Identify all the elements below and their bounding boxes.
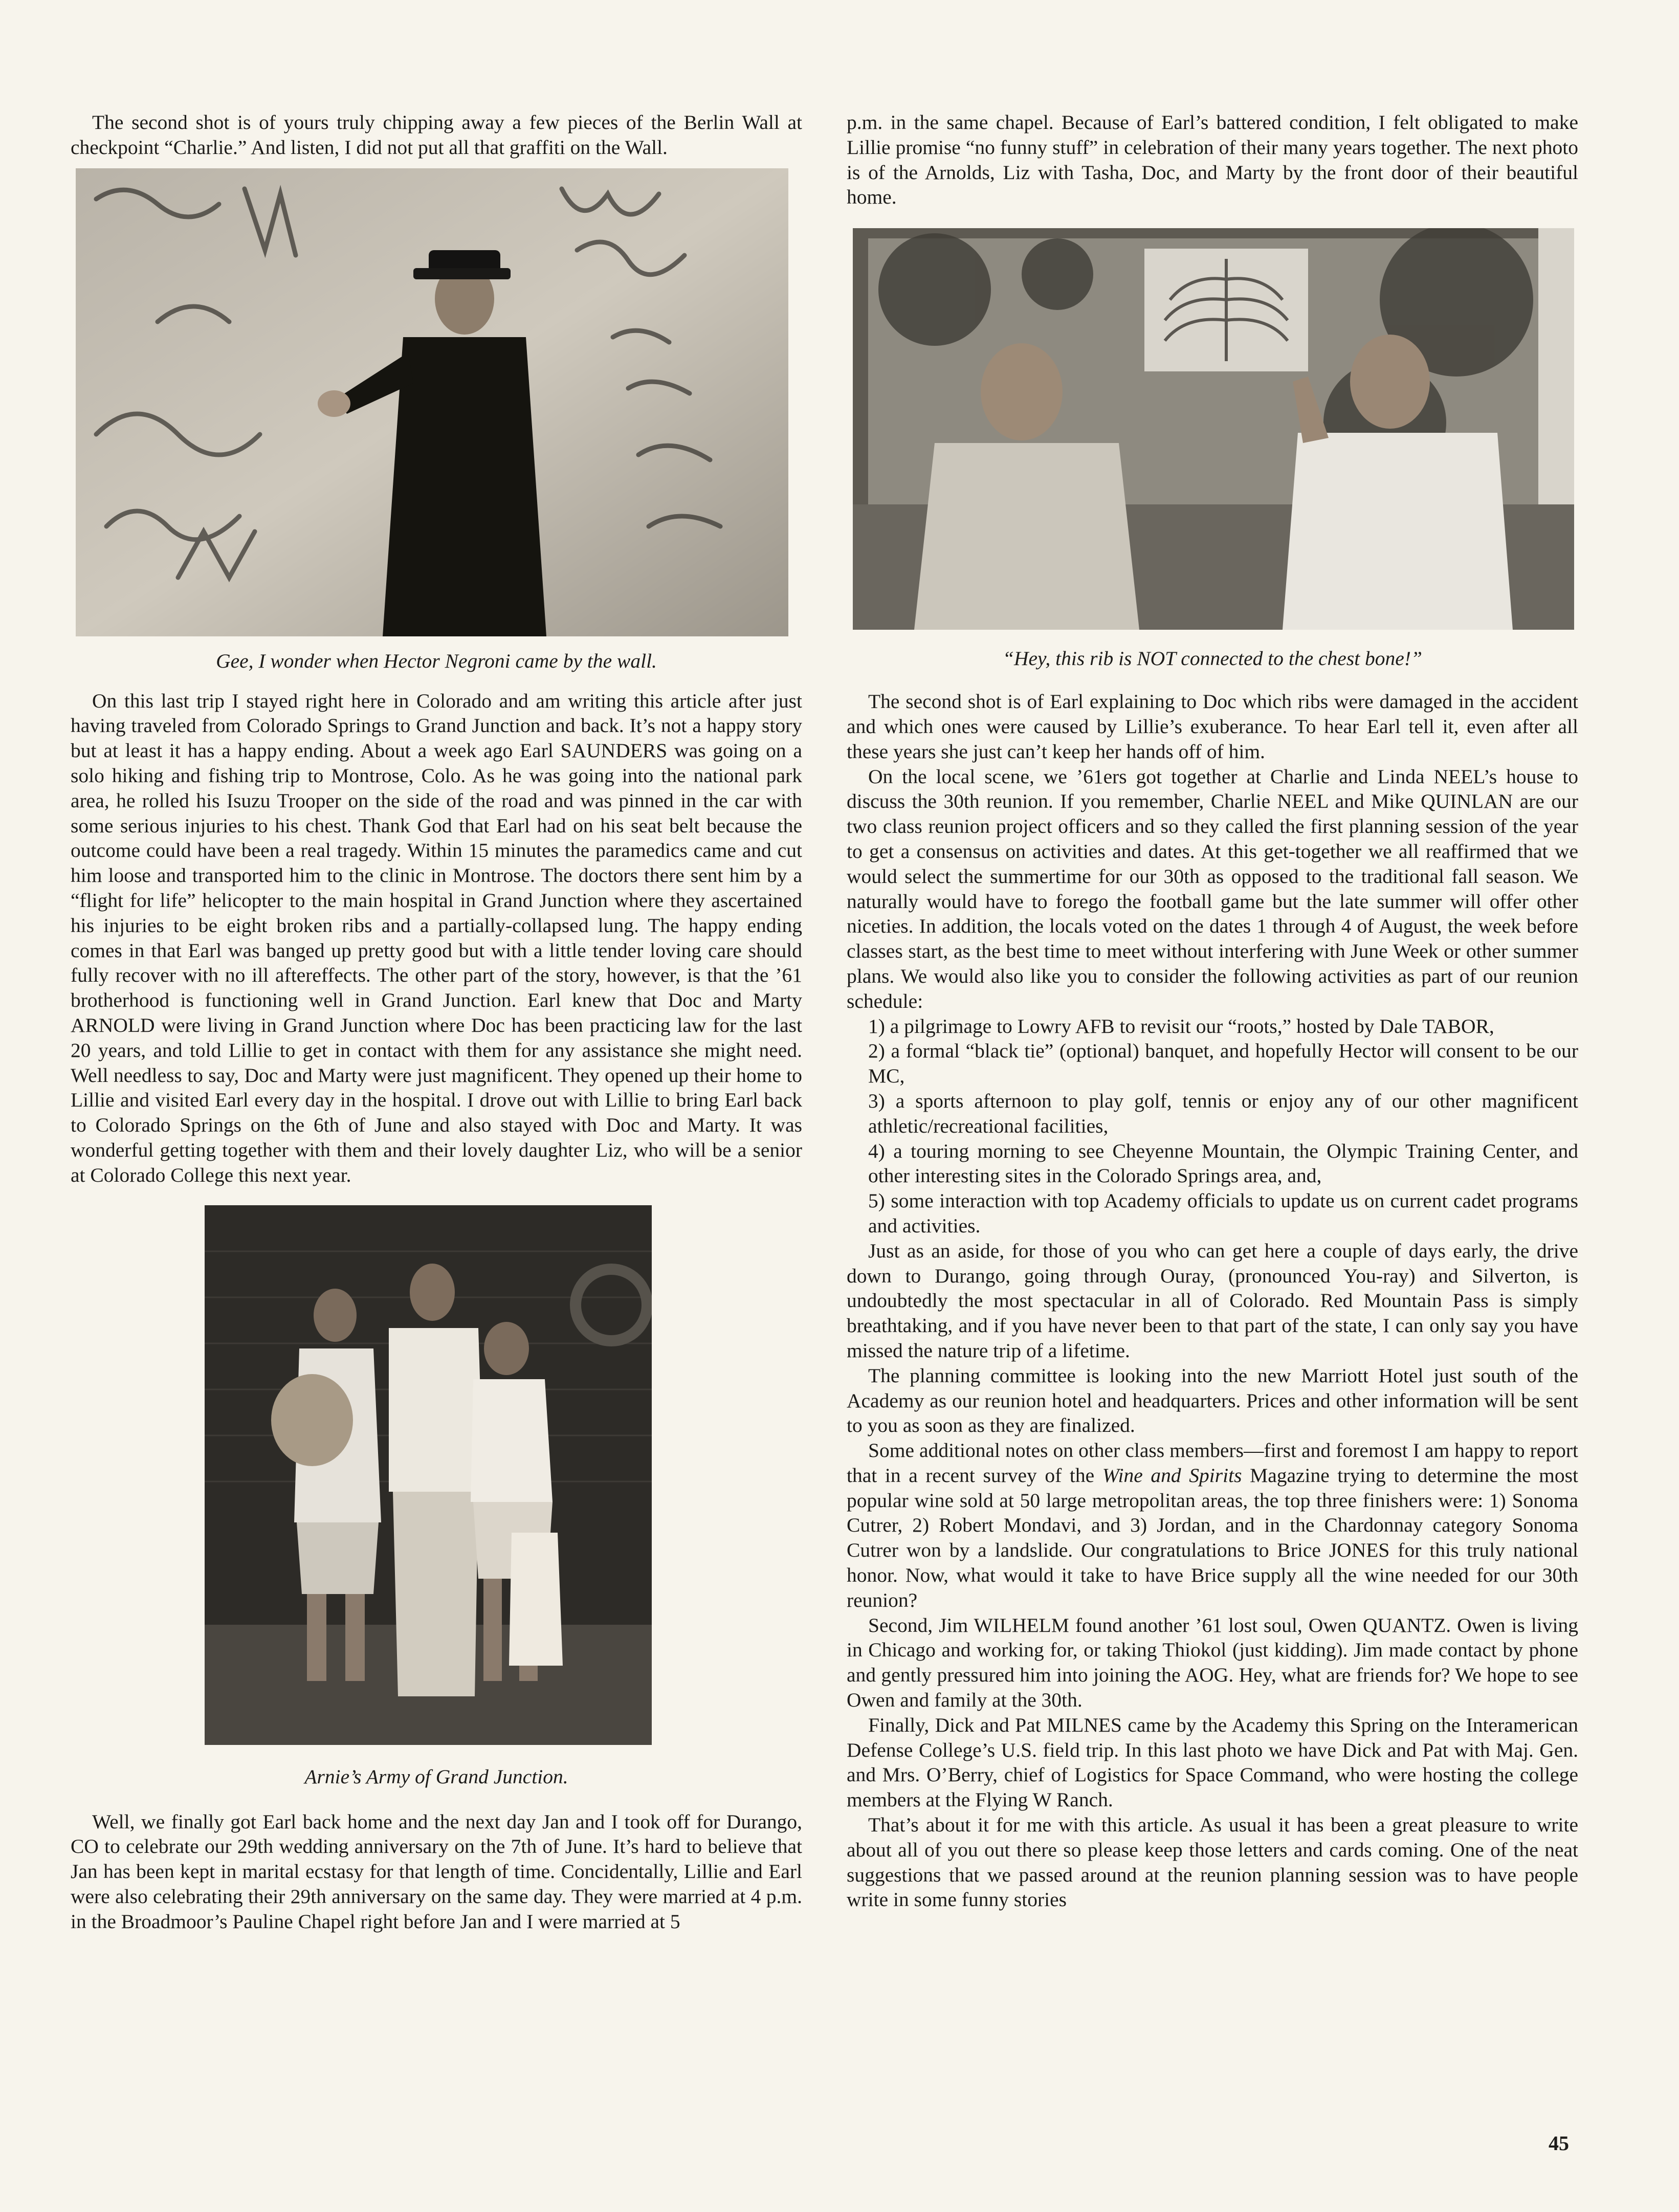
- magazine-title: Wine and Spirits: [1102, 1464, 1242, 1487]
- xray-photo: [853, 228, 1574, 630]
- xray-caption: “Hey, this rib is NOT connected to the chest bone!”: [1003, 647, 1422, 670]
- local-scene-paragraph: On the local scene, we ’61ers got together at Charlie and Linda NEEL’s house to discuss the 30th reunion. If you remember, Charlie NEEL and Mike QUINLAN are our two class reunion project officers and so they called the first planning session of the year to get a consensus on activities and dates. At this get-together we all reaffirmed that we would select the summertime for our 30th as opposed to the traditional fall season. We naturally would have to forego the football game but the late summer will offer other niceties. In addition, the locals voted on the dates 1 through 4 of August, the week before classes start, as the best time to meet without interfering with June Week or other summer plans. We would also like you to consider the following activities as part of our reunion schedule:: [847, 765, 1578, 1012]
- xray-paragraph: The second shot is of Earl explaining to Doc which ribs were damaged in the accident and which ones were caused by Lillie’s exuberance. To hear Earl tell it, even after all these years she just can’t keep her hands off of him.: [847, 690, 1578, 763]
- trip-paragraph: On this last trip I stayed right here in Colorado and am writing this article after just having traveled from Colorado Springs to Grand Junction and back. It’s not a happy story but at least it has a happy ending. About a week ago Earl SAUNDERS was going on a solo hiking and fishing trip to Montrose, Colo. As he was going into the national park area, he rolled his Isuzu Trooper on the side of the road and was pinned in the car with some serious injuries to his chest. Thank God that Earl had on his seat belt because the outcome could have been a real tragedy. Within 15 minutes the paramedics came and cut him loose and transported him to the clinic in Montrose. The doctors there sent him by a “flight for life” helicopter to the main hospital in Grand Junction where they ascertained his injuries to be eight broken ribs and a partially-collapsed lung. The happy ending comes in that Earl was banged up pretty good but with a little tender loving care should fully recover with no ill aftereffects. The other part of the story, however, is that the ’61 brotherhood is functioning well in Grand Junction. Earl knew that Doc and Marty ARNOLD were living in Grand Junction where Doc has been practicing law for the last 20 years, and told Lillie to get in contact with them for any assistance she might need. Well needless to say, Doc and Marty were just magnificent. They opened up their home to Lillie and visited Earl every day in the hospital. I drove out with Lillie to bring Earl back to Colorado Springs on the 6th of June and also stayed with Doc and Marty. It was wonderful getting together with them and their lovely daughter Liz, who will be a senior at Colorado College this next year.: [71, 689, 802, 1186]
- milnes-paragraph: Finally, Dick and Pat MILNES came by the Academy this Spring on the Interamerican Defense College’s U.S. field trip. In this last photo we have Dick and Pat with Maj. Gen. and Mrs. O’Berry, chief of Logistics for Space Command, who were hosting the college members at the Flying W Ranch.: [847, 1713, 1578, 1811]
- wine-text-start: Some additional notes on other class members—first and foremost I am happy to report that in a recent survey of the: [847, 1439, 1578, 1487]
- closing-paragraph: That’s about it for me with this article. As usual it has been a great pleasure to write about all of you out there so please keep those letters and cards coming. One of the neat suggestions that we passed around at the reunion planning session was to have people write in some funny stories: [847, 1813, 1578, 1911]
- left-column: [71, 110, 802, 1934]
- list-item: 4) a touring morning to see Cheyenne Mountain, the Olympic Training Center, and other interesting sites in the Colorado Springs area, and,: [868, 1139, 1578, 1187]
- hotel-paragraph: The planning committee is looking into the new Marriott Hotel just south of the Academy as our reunion hotel and headquarters. Prices and other information will be sent to you as soon as they are finalized.: [847, 1364, 1578, 1437]
- intro-paragraph: The second shot is of yours truly chipping away a few pieces of the Berlin Wall at checkpoint “Charlie.” And listen, I did not put all that graffiti on the Wall.: [71, 111, 802, 159]
- list-item: 2) a formal “black tie” (optional) banquet, and hopefully Hector will consent to be our MC,: [868, 1039, 1578, 1088]
- durango-paragraph: Well, we finally got Earl back home and the next day Jan and I took off for Durango, CO to celebrate our 29th wedding anniversary on the 7th of June. It’s hard to believe that Jan has been kept in marital ecstasy for that length of time. Concidentally, Lillie and Earl were also celebrating their 29th anniversary on the same day. They were married at 4 p.m. in the Broadmoor’s Pauline Chapel right before Jan and I were married at 5: [71, 1810, 802, 1933]
- continued-paragraph: p.m. in the same chapel. Because of Earl’s battered condition, I felt obligated to make Lillie promise “no funny stuff” in celebration of their many years together. The next photo is of the Arnolds, Liz with Tasha, Doc, and Marty by the front door of their beautiful home.: [847, 111, 1578, 209]
- wine-paragraph: [847, 1438, 1578, 1613]
- list-item: 3) a sports afternoon to play golf, tennis or enjoy any of our other magnificent athletic/recreational facilities,: [868, 1089, 1578, 1137]
- owen-paragraph: Second, Jim WILHELM found another ’61 lost soul, Owen QUANTZ. Owen is living in Chicago and working for, or taking Thiokol (just kidding). Jim made contact by phone and gently pressured him into joining the AOG. Hey, what are friends for? We hope to see Owen and family at the 30th.: [847, 1613, 1578, 1712]
- family-illustration: [205, 1205, 652, 1745]
- list-item: 1) a pilgrimage to Lowry AFB to revisit our “roots,” hosted by Dale TABOR,: [868, 1014, 1494, 1037]
- right-column: [847, 110, 1578, 1912]
- list-item: 5) some interaction with top Academy officials to update us on current cadet programs and activities.: [868, 1189, 1578, 1237]
- aside-paragraph: Just as an aside, for those of you who can get here a couple of days early, the drive down to Durango, going through Ouray, (pronounced You-ray) and Silverton, is undoubtedly the most spectacular in all of Colorado. Red Mountain Pass is simply breathtaking, and if you have never been to that part of the state, I can only say you have missed the nature trip of a lifetime.: [847, 1239, 1578, 1362]
- family-caption: Arnie’s Army of Grand Junction.: [304, 1765, 568, 1788]
- xray-illustration: [853, 228, 1574, 630]
- berlin-wall-photo: [76, 168, 788, 636]
- arnold-family-photo: [205, 1205, 652, 1745]
- page-number: 45: [1549, 2132, 1569, 2155]
- berlin-wall-caption: Gee, I wonder when Hector Negroni came by the wall.: [216, 649, 657, 672]
- berlin-wall-illustration: [76, 168, 788, 636]
- wine-text-end: Magazine trying to determine the most popular wine sold at 50 large metropolitan areas, the top three finishers were: 1) Sonoma Cutrer, 2) Robert Mondavi, and 3) Jordan, and in the Chardonnay category Sonoma Cutrer won by a landslide. Our congratulations to Brice JONES for this truly national honor. Now, what would it take to have Brice supply all the wine needed for our 30th reunion?: [847, 1464, 1578, 1611]
